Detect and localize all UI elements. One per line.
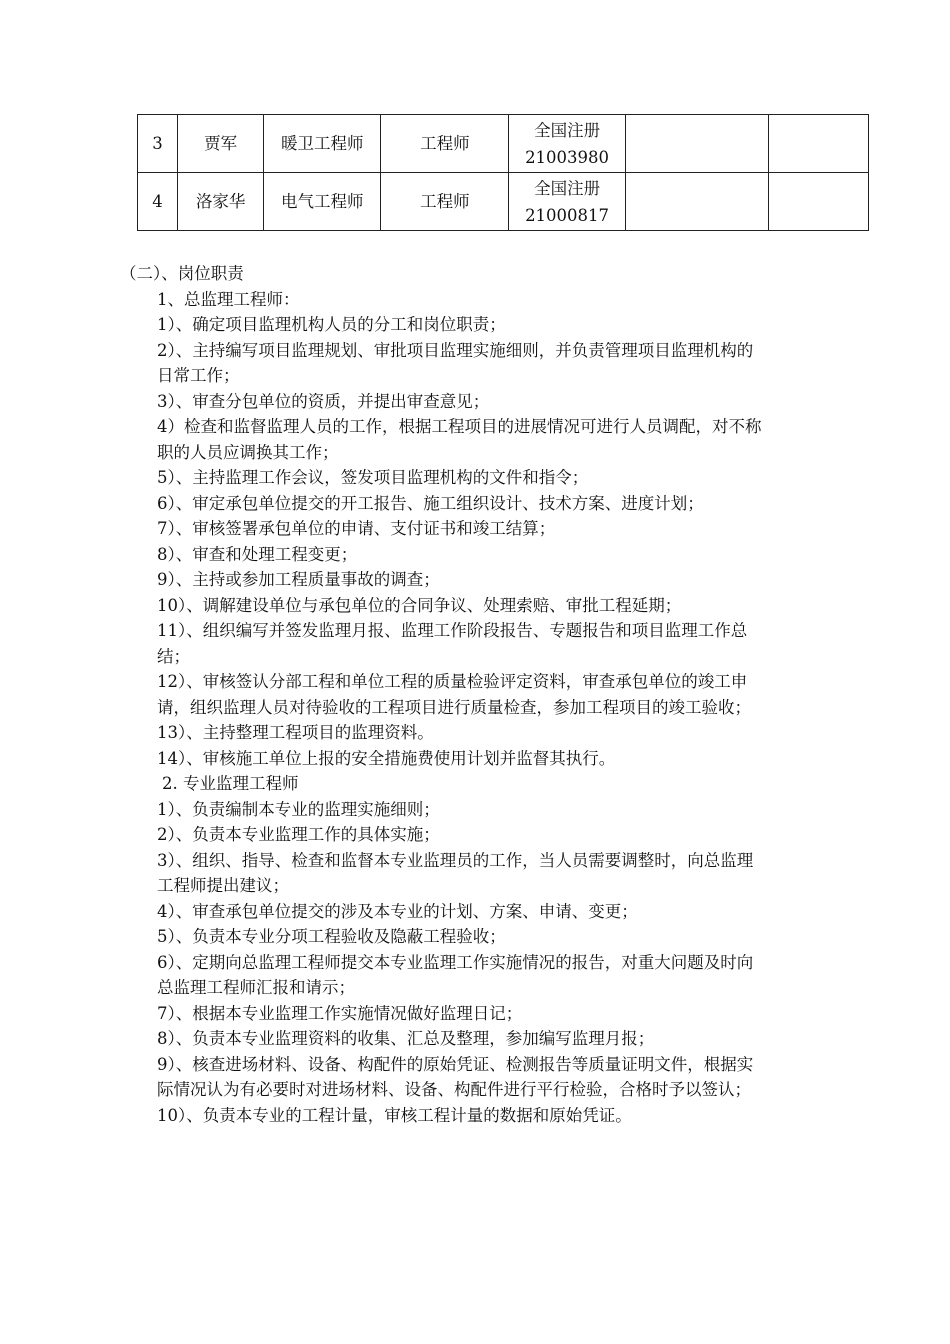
cert-number: 21003980 xyxy=(525,147,610,167)
staff-name: 洛家华 xyxy=(178,173,264,231)
duty-line: 12）、审核签认分部工程和单位工程的质量检验评定资料，审查承包单位的竣工申 xyxy=(157,672,748,691)
staff-rank: 工程师 xyxy=(381,173,509,231)
staff-rank: 工程师 xyxy=(381,115,509,173)
duty-line: 请，组织监理人员对待验收的工程项目进行质量检查，参加工程项目的竣工验收； xyxy=(157,697,751,717)
duty-line: 5）、负责本专业分项工程验收及隐蔽工程验收； xyxy=(157,927,506,946)
row-number: 3 xyxy=(138,115,178,173)
duty-line: 结； xyxy=(157,646,190,666)
duty-line: 职的人员应调换其工作； xyxy=(157,442,339,462)
duty-line: 11）、组织编写并签发监理月报、监理工作阶段报告、专题报告和项目监理工作总 xyxy=(157,621,748,640)
duty-line: 2）、主持编写项目监理规划、审批项目监理实施细则，并负责管理项目监理机构的 xyxy=(157,340,754,360)
duty-line: 9）、主持或参加工程质量事故的调查； xyxy=(157,570,440,589)
specialist-engineer-heading: 2. 专业监理工程师 xyxy=(162,774,299,793)
duty-line: 4）检查和监督监理人员的工作，根据工程项目的进展情况可进行人员调配，对不称 xyxy=(157,417,762,436)
table-row xyxy=(138,173,869,231)
staff-certificate xyxy=(509,115,625,173)
staff-certificate xyxy=(509,173,625,231)
duty-line: 1）、负责编制本专业的监理实施细则； xyxy=(157,799,440,819)
duty-line: 13）、主持整理工程项目的监理资料。 xyxy=(157,723,434,742)
row-number: 4 xyxy=(138,173,178,231)
duty-line: 际情况认为有必要时对进场材料、设备、构配件进行平行检验，合格时予以签认； xyxy=(157,1080,751,1099)
empty-cell xyxy=(625,173,768,231)
section-heading: （二）、岗位职责 xyxy=(120,264,244,283)
chief-engineer-heading: 1、总监理工程师： xyxy=(157,289,300,309)
cert-type: 全国注册 xyxy=(534,120,601,140)
cert-type: 全国注册 xyxy=(534,178,601,198)
duties-section xyxy=(120,261,880,1128)
duty-line: 6）、审定承包单位提交的开工报告、施工组织设计、技术方案、进度计划； xyxy=(157,493,704,513)
staff-name: 贾军 xyxy=(178,115,264,173)
specialist-duties-list xyxy=(120,797,880,1129)
duty-line: 7）、根据本专业监理工作实施情况做好监理日记； xyxy=(157,1003,523,1023)
empty-cell xyxy=(768,115,868,173)
chief-duties-list xyxy=(120,312,880,771)
duty-line: 6）、定期向总监理工程师提交本专业监理工作实施情况的报告，对重大问题及时向 xyxy=(157,952,754,972)
duty-line: 工程师提出建议； xyxy=(157,876,289,895)
duty-line: 9）、核查进场材料、设备、构配件的原始凭证、检测报告等质量证明文件，根据实 xyxy=(157,1054,754,1074)
duty-line: 8）、负责本专业监理资料的收集、汇总及整理，参加编写监理月报； xyxy=(157,1029,655,1048)
staff-position: 暖卫工程师 xyxy=(264,115,381,173)
duty-line: 1）、确定项目监理机构人员的分工和岗位职责； xyxy=(157,315,506,334)
duty-line: 3）、组织、指导、检查和监督本专业监理员的工作，当人员需要调整时，向总监理 xyxy=(157,850,754,870)
duty-line: 2）、负责本专业监理工作的具体实施； xyxy=(157,825,440,844)
duty-line: 7）、审核签署承包单位的申请、支付证书和竣工结算； xyxy=(157,519,556,538)
duty-line: 8）、审查和处理工程变更； xyxy=(157,544,358,564)
duty-line: 5）、主持监理工作会议，签发项目监理机构的文件和指令； xyxy=(157,468,589,487)
duty-line: 总监理工程师汇报和请示； xyxy=(157,978,355,997)
duty-line: 3）、审查分包单位的资质，并提出审查意见； xyxy=(157,391,490,411)
table-row xyxy=(138,115,869,173)
cert-number: 21000817 xyxy=(525,205,610,225)
empty-cell xyxy=(768,173,868,231)
duty-line: 14）、审核施工单位上报的安全措施费使用计划并监督其执行。 xyxy=(157,748,616,768)
empty-cell xyxy=(625,115,768,173)
duty-line: 日常工作； xyxy=(157,366,240,385)
duty-line: 4）、审查承包单位提交的涉及本专业的计划、方案、申请、变更； xyxy=(157,901,638,921)
duty-line: 10）、调解建设单位与承包单位的合同争议、处理索赔、审批工程延期； xyxy=(157,595,682,615)
duty-line: 10）、负责本专业的工程计量，审核工程计量的数据和原始凭证。 xyxy=(157,1105,632,1125)
staff-table xyxy=(137,114,869,231)
staff-position: 电气工程师 xyxy=(264,173,381,231)
